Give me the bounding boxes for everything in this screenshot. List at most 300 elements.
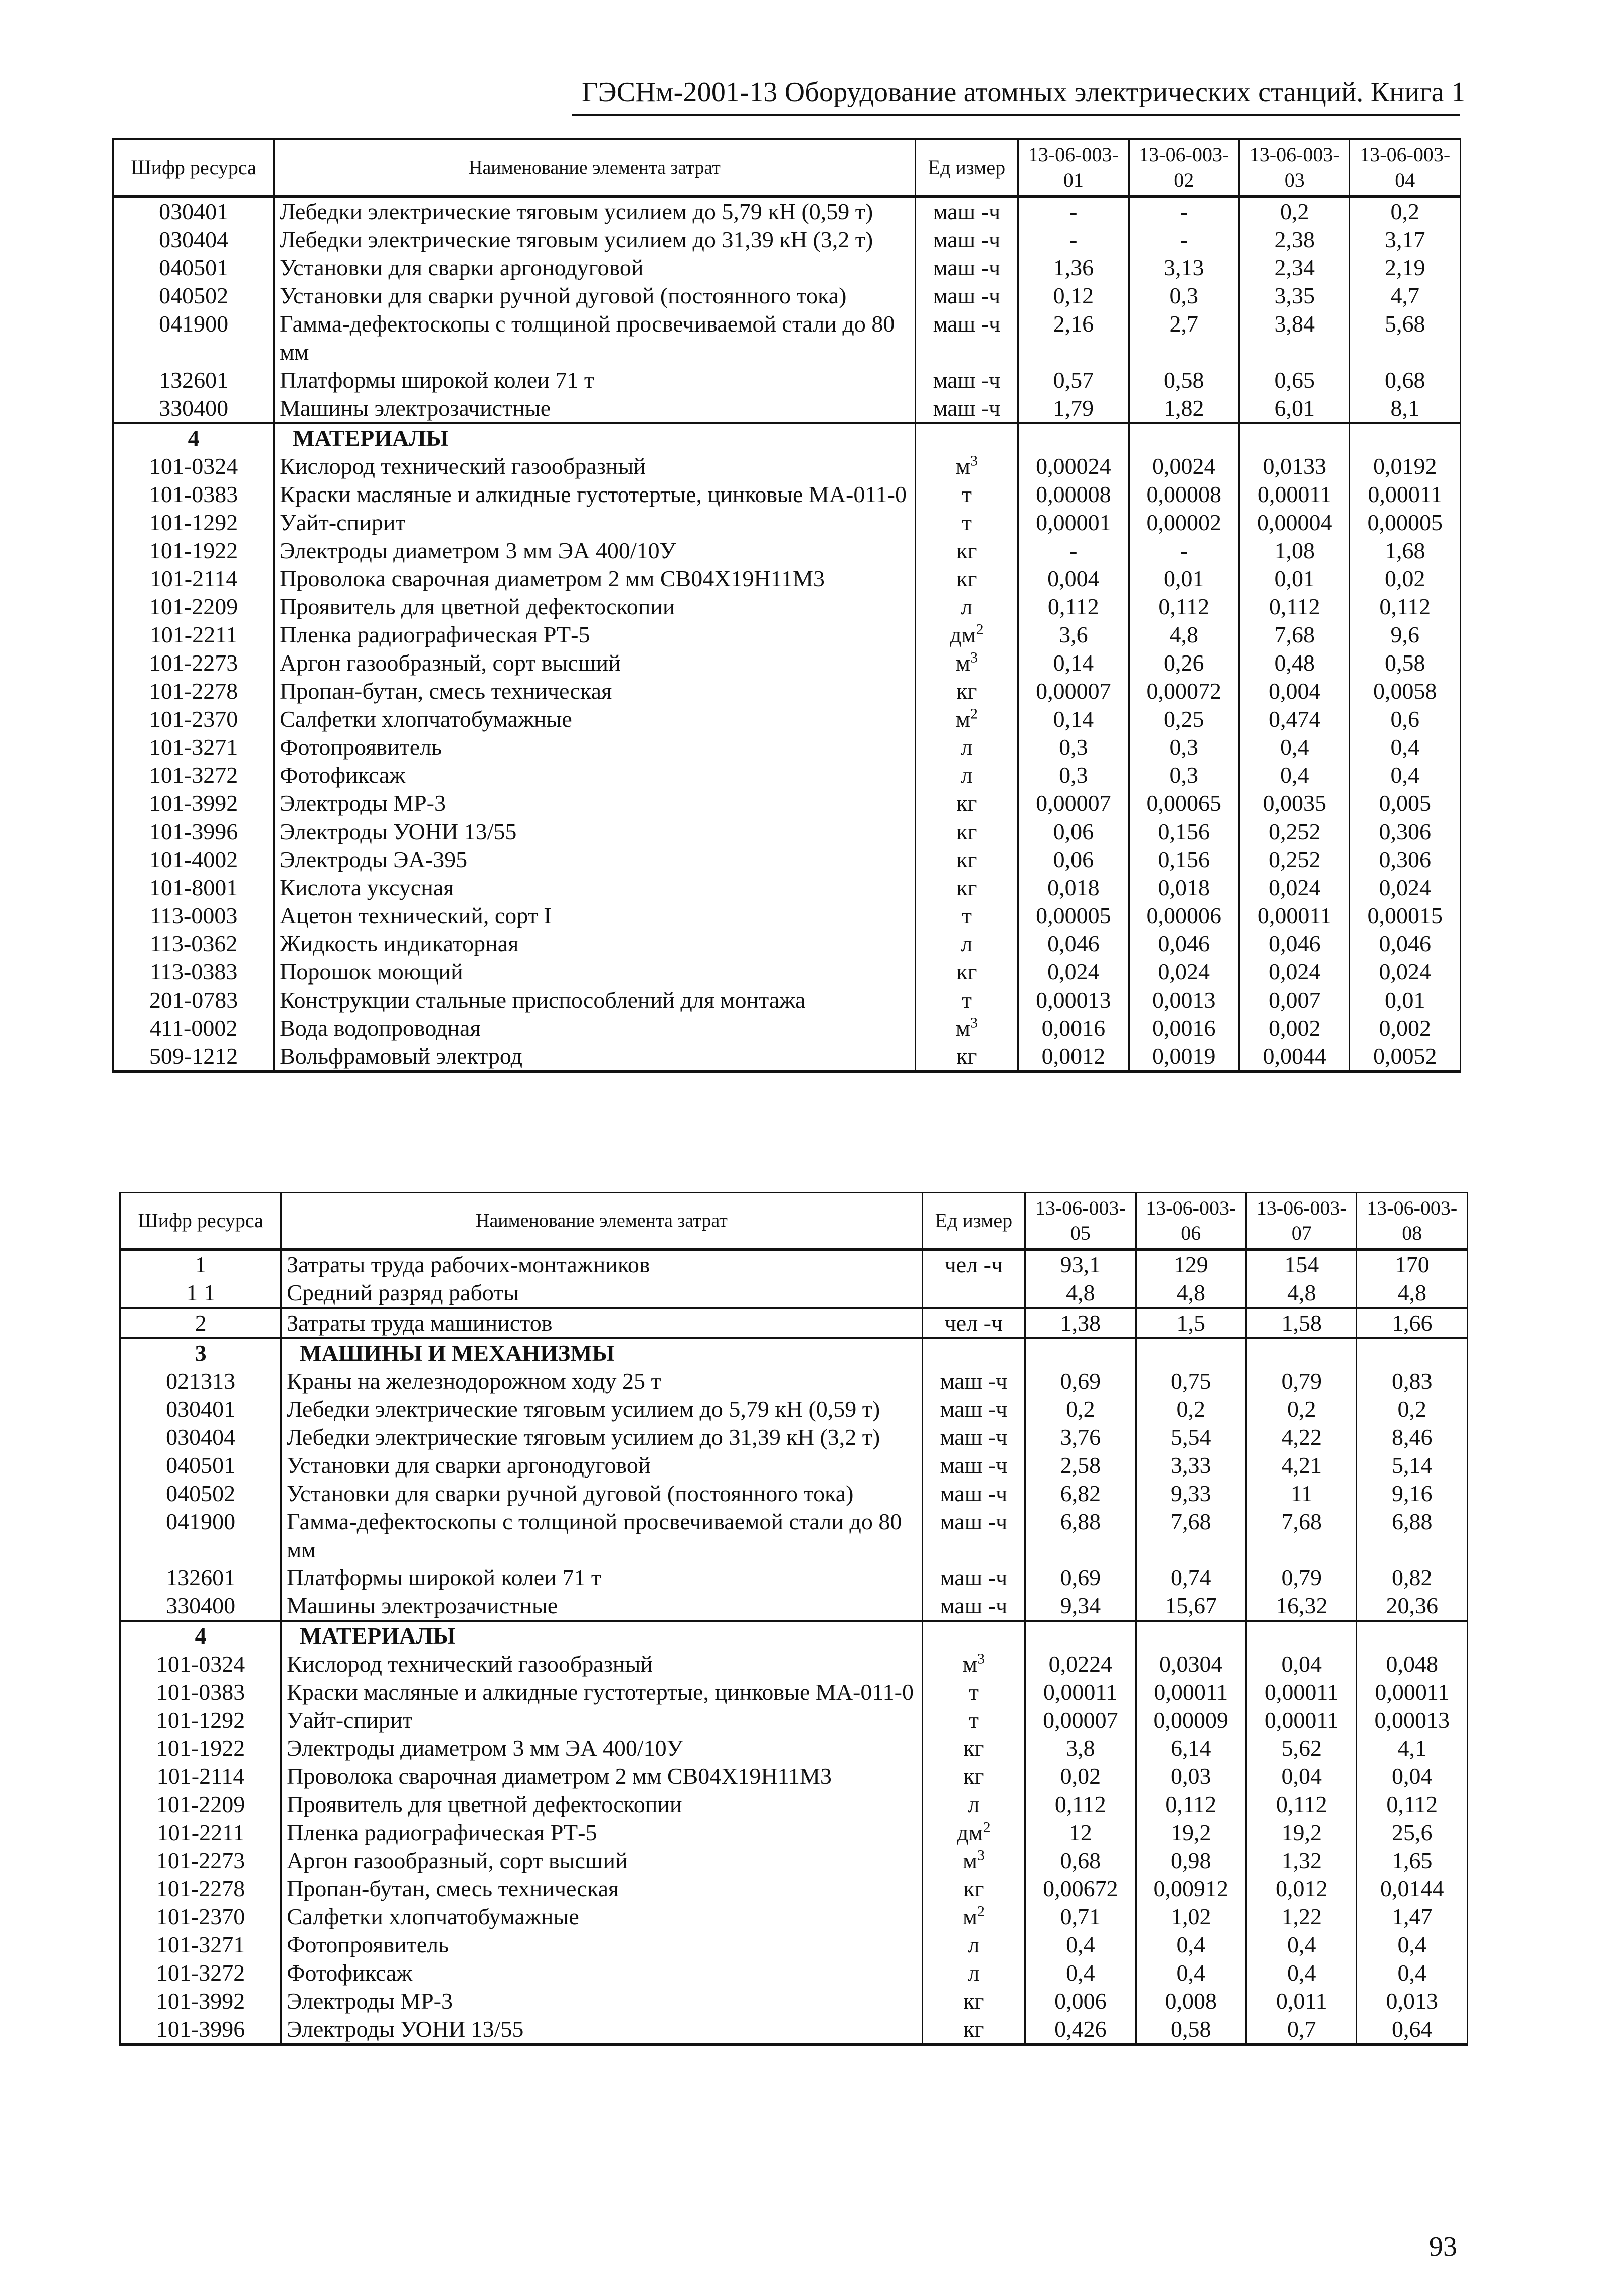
unit-exponent: 3 bbox=[977, 1847, 985, 1864]
resource-code: 113-0383 bbox=[113, 958, 274, 986]
table-row bbox=[120, 1678, 1468, 1706]
unit-text: маш -ч bbox=[933, 395, 1001, 421]
norm-value: 0,4 bbox=[1136, 1931, 1246, 1959]
norm-value: 0,71 bbox=[1025, 1903, 1136, 1931]
resource-name: Электроды УОНИ 13/55 bbox=[281, 2015, 923, 2045]
unit-of-measure bbox=[922, 1678, 1025, 1706]
norm-value: 0,57 bbox=[1018, 366, 1129, 394]
norm-value: 0,00011 bbox=[1239, 902, 1350, 930]
norm-value: 4,22 bbox=[1246, 1423, 1357, 1451]
norm-value bbox=[1357, 1338, 1468, 1367]
column-header-code: Шифр ресурса bbox=[113, 139, 274, 197]
resource-code: 021313 bbox=[120, 1367, 281, 1395]
unit-of-measure bbox=[922, 1987, 1025, 2015]
norm-value: 0,01 bbox=[1350, 986, 1461, 1014]
norm-value: 0,00005 bbox=[1018, 902, 1129, 930]
unit-text: маш -ч bbox=[933, 367, 1001, 393]
norm-value: 0,00013 bbox=[1357, 1706, 1468, 1734]
resource-code: 101-2209 bbox=[113, 593, 274, 621]
column-header-unit: Ед измер bbox=[922, 1193, 1025, 1250]
resource-name: Гамма-дефектоскопы с толщиной просвечиваемой стали до 80 мм bbox=[274, 310, 916, 366]
unit-of-measure bbox=[922, 1959, 1025, 1987]
resource-name: Лебедки электрические тяговым усилием до 31,39 кН (3,2 т) bbox=[274, 226, 916, 254]
norm-value: 0,58 bbox=[1129, 366, 1239, 394]
table-row bbox=[120, 1762, 1468, 1790]
unit-exponent: 3 bbox=[970, 1014, 978, 1031]
norm-value bbox=[1246, 1621, 1357, 1650]
norm-value: 1,5 bbox=[1136, 1308, 1246, 1338]
resource-name: Пленка радиографическая РТ-5 bbox=[274, 621, 916, 649]
unit-exponent: 3 bbox=[977, 1650, 985, 1667]
norm-value: 0,252 bbox=[1239, 817, 1350, 846]
resource-code: 101-0324 bbox=[113, 452, 274, 480]
norm-value: 4,8 bbox=[1246, 1279, 1357, 1308]
norm-value: 0,48 bbox=[1239, 649, 1350, 677]
norm-value: 0,3 bbox=[1129, 733, 1239, 761]
unit-of-measure bbox=[915, 1014, 1018, 1042]
norm-value: 6,82 bbox=[1025, 1480, 1136, 1508]
resource-name: Уайт-спирит bbox=[274, 509, 916, 537]
resource-code: 1 1 bbox=[120, 1279, 281, 1308]
norm-value: 0,74 bbox=[1136, 1564, 1246, 1592]
resource-name: Установки для сварки ручной дуговой (постоянного тока) bbox=[274, 282, 916, 310]
unit-of-measure bbox=[915, 254, 1018, 282]
norm-value: 0,00007 bbox=[1025, 1706, 1136, 1734]
table-row bbox=[113, 733, 1461, 761]
unit-exponent: 3 bbox=[970, 452, 978, 469]
table-row bbox=[113, 1014, 1461, 1042]
norm-value: 0,2 bbox=[1239, 197, 1350, 226]
table-row bbox=[120, 1875, 1468, 1903]
norm-value: 0,04 bbox=[1357, 1762, 1468, 1790]
unit-of-measure bbox=[922, 1650, 1025, 1678]
resource-name: Электроды диаметром 3 мм ЭА 400/10У bbox=[274, 537, 916, 565]
unit-text: кг bbox=[956, 678, 977, 704]
unit-of-measure bbox=[922, 1931, 1025, 1959]
table-body bbox=[113, 197, 1461, 1072]
resource-code: 101-3272 bbox=[113, 761, 274, 789]
norm-value: 0,426 bbox=[1025, 2015, 1136, 2045]
unit-text: маш -ч bbox=[933, 311, 1001, 337]
unit-of-measure bbox=[915, 197, 1018, 226]
norm-value: 3,13 bbox=[1129, 254, 1239, 282]
table-row bbox=[120, 1564, 1468, 1592]
resource-code: 509-1212 bbox=[113, 1042, 274, 1072]
unit-of-measure bbox=[915, 366, 1018, 394]
norm-value: 1,38 bbox=[1025, 1308, 1136, 1338]
resource-code: 101-2370 bbox=[113, 705, 274, 733]
norm-value: 0,02 bbox=[1025, 1762, 1136, 1790]
norm-value: 1,08 bbox=[1239, 537, 1350, 565]
norm-value: 0,12 bbox=[1018, 282, 1129, 310]
unit-text: дм bbox=[957, 1820, 983, 1845]
unit-of-measure bbox=[922, 1423, 1025, 1451]
norm-value: 0,156 bbox=[1129, 846, 1239, 874]
table-row bbox=[120, 1650, 1468, 1678]
norm-value: 0,01 bbox=[1239, 565, 1350, 593]
resource-code: 101-4002 bbox=[113, 846, 274, 874]
unit-of-measure bbox=[922, 1592, 1025, 1621]
resource-name: Фотопроявитель bbox=[274, 733, 916, 761]
resource-name: Аргон газообразный, сорт высший bbox=[274, 649, 916, 677]
norm-value: 0,04 bbox=[1246, 1650, 1357, 1678]
resource-name: Аргон газообразный, сорт высший bbox=[281, 1847, 923, 1875]
unit-of-measure bbox=[915, 226, 1018, 254]
resource-name: Машины электрозачистные bbox=[274, 394, 916, 423]
norm-value: 2,7 bbox=[1129, 310, 1239, 366]
table-row bbox=[120, 1931, 1468, 1959]
norm-value: 0,024 bbox=[1239, 874, 1350, 902]
norm-value: 0,79 bbox=[1246, 1564, 1357, 1592]
norm-value: 1,65 bbox=[1357, 1847, 1468, 1875]
resource-name: Средний разряд работы bbox=[281, 1279, 923, 1308]
section-title: МАТЕРИАЛЫ bbox=[281, 1621, 923, 1650]
page-header-title: ГЭСНм-2001-13 Оборудование атомных электрических станций. Книга 1 bbox=[582, 77, 1466, 108]
norm-value: 0,0016 bbox=[1018, 1014, 1129, 1042]
norm-value: 7,68 bbox=[1136, 1508, 1246, 1564]
unit-of-measure bbox=[922, 1903, 1025, 1931]
unit-of-measure bbox=[922, 1734, 1025, 1762]
table-row bbox=[120, 2015, 1468, 2045]
norm-value bbox=[1129, 423, 1239, 452]
resource-name: Платформы широкой колеи 71 т bbox=[274, 366, 916, 394]
section-row bbox=[120, 1621, 1468, 1650]
unit-of-measure bbox=[915, 480, 1018, 509]
resource-name: Установки для сварки аргонодуговой bbox=[274, 254, 916, 282]
norm-value: 3,35 bbox=[1239, 282, 1350, 310]
norm-value: 0,82 bbox=[1357, 1564, 1468, 1592]
norm-value: 0,252 bbox=[1239, 846, 1350, 874]
unit-text: маш -ч bbox=[940, 1368, 1008, 1394]
unit-exponent: 2 bbox=[976, 621, 984, 638]
norm-value: 0,0024 bbox=[1129, 452, 1239, 480]
unit-text: кг bbox=[956, 538, 977, 563]
table-header-row bbox=[113, 139, 1461, 197]
resource-name: Электроды МР-3 bbox=[274, 789, 916, 817]
norm-value: 0,012 bbox=[1246, 1875, 1357, 1903]
norm-value: 0,00009 bbox=[1136, 1706, 1246, 1734]
resource-name: Салфетки хлопчатобумажные bbox=[281, 1903, 923, 1931]
resource-name: Пропан-бутан, смесь техническая bbox=[274, 677, 916, 705]
norm-value: 0,018 bbox=[1129, 874, 1239, 902]
norm-value: 0,4 bbox=[1136, 1959, 1246, 1987]
norm-value: 0,26 bbox=[1129, 649, 1239, 677]
resource-name: Установки для сварки аргонодуговой bbox=[281, 1451, 923, 1480]
resource-code: 101-3271 bbox=[120, 1931, 281, 1959]
norm-value: 1,66 bbox=[1357, 1308, 1468, 1338]
norm-value: 0,00065 bbox=[1129, 789, 1239, 817]
resource-name: Ацетон технический, сорт I bbox=[274, 902, 916, 930]
unit-text: маш -ч bbox=[940, 1593, 1008, 1618]
unit-of-measure bbox=[915, 565, 1018, 593]
table-row bbox=[113, 817, 1461, 846]
table-row bbox=[113, 761, 1461, 789]
norm-value: 0,0019 bbox=[1129, 1042, 1239, 1072]
norm-value: 9,16 bbox=[1357, 1480, 1468, 1508]
table-row bbox=[113, 930, 1461, 958]
resource-code: 101-3271 bbox=[113, 733, 274, 761]
resource-code: 101-1922 bbox=[113, 537, 274, 565]
norm-value: - bbox=[1129, 197, 1239, 226]
norm-value bbox=[1136, 1621, 1246, 1650]
unit-of-measure bbox=[915, 621, 1018, 649]
unit-text: кг bbox=[956, 847, 977, 872]
norm-value: 0,00007 bbox=[1018, 789, 1129, 817]
norm-value: 0,024 bbox=[1239, 958, 1350, 986]
norm-value: 0,046 bbox=[1350, 930, 1461, 958]
norm-value: 0,4 bbox=[1246, 1959, 1357, 1987]
resource-name: Проволока сварочная диаметром 2 мм СВ04Х19Н11М3 bbox=[274, 565, 916, 593]
unit-of-measure bbox=[922, 1790, 1025, 1819]
table-row bbox=[120, 1734, 1468, 1762]
resource-code: 411-0002 bbox=[113, 1014, 274, 1042]
unit-of-measure bbox=[922, 1395, 1025, 1423]
norm-value: 0,14 bbox=[1018, 705, 1129, 733]
norm-value bbox=[1025, 1621, 1136, 1650]
unit-of-measure bbox=[922, 1338, 1025, 1367]
table-row bbox=[120, 1706, 1468, 1734]
norm-value: 2,19 bbox=[1350, 254, 1461, 282]
resource-name: Гамма-дефектоскопы с толщиной просвечиваемой стали до 80 мм bbox=[281, 1508, 923, 1564]
table-row bbox=[113, 902, 1461, 930]
resource-name: Уайт-спирит bbox=[281, 1706, 923, 1734]
norm-value: 0,00672 bbox=[1025, 1875, 1136, 1903]
resource-table-1 bbox=[112, 138, 1461, 1073]
norm-value: 0,4 bbox=[1239, 761, 1350, 789]
table-row bbox=[120, 1987, 1468, 2015]
unit-text: дм bbox=[950, 622, 976, 647]
table-row bbox=[120, 1250, 1468, 1279]
unit-of-measure bbox=[922, 1508, 1025, 1564]
unit-of-measure bbox=[915, 537, 1018, 565]
unit-text: маш -ч bbox=[940, 1481, 1008, 1506]
table-row bbox=[120, 1959, 1468, 1987]
resource-code: 040502 bbox=[120, 1480, 281, 1508]
unit-of-measure bbox=[922, 1621, 1025, 1650]
norm-value: 0,112 bbox=[1350, 593, 1461, 621]
norm-value: 4,8 bbox=[1357, 1279, 1468, 1308]
unit-of-measure bbox=[915, 902, 1018, 930]
norm-value: 0,2 bbox=[1025, 1395, 1136, 1423]
unit-of-measure bbox=[915, 649, 1018, 677]
norm-value: 7,68 bbox=[1239, 621, 1350, 649]
unit-text: кг bbox=[963, 1988, 984, 2014]
unit-of-measure bbox=[915, 452, 1018, 480]
norm-value: 15,67 bbox=[1136, 1592, 1246, 1621]
resource-code: 113-0003 bbox=[113, 902, 274, 930]
table-row bbox=[113, 958, 1461, 986]
unit-of-measure bbox=[915, 874, 1018, 902]
unit-text: м bbox=[962, 1848, 977, 1873]
norm-value: 0,00013 bbox=[1018, 986, 1129, 1014]
column-header-code-6: 13-06-003-06 bbox=[1136, 1193, 1246, 1250]
unit-text: л bbox=[968, 1932, 980, 1957]
norm-value: 0,002 bbox=[1350, 1014, 1461, 1042]
resource-code: 101-1292 bbox=[113, 509, 274, 537]
norm-value: 0,00004 bbox=[1239, 509, 1350, 537]
resource-code: 101-2211 bbox=[113, 621, 274, 649]
table-row bbox=[113, 846, 1461, 874]
unit-of-measure bbox=[922, 1308, 1025, 1338]
column-header-code-3: 13-06-003-03 bbox=[1239, 139, 1350, 197]
table-row bbox=[113, 621, 1461, 649]
unit-text: маш -ч bbox=[933, 227, 1001, 252]
norm-value: 0,2 bbox=[1246, 1395, 1357, 1423]
norm-value: 0,4 bbox=[1025, 1931, 1136, 1959]
table-row bbox=[120, 1819, 1468, 1847]
table-row bbox=[113, 366, 1461, 394]
norm-value: 9,34 bbox=[1025, 1592, 1136, 1621]
unit-text: кг bbox=[956, 1043, 977, 1069]
norm-value: 93,1 bbox=[1025, 1250, 1136, 1279]
unit-of-measure bbox=[922, 2015, 1025, 2045]
resource-name: Пропан-бутан, смесь техническая bbox=[281, 1875, 923, 1903]
table-row bbox=[113, 565, 1461, 593]
norm-value: 2,58 bbox=[1025, 1451, 1136, 1480]
norm-value: 11 bbox=[1246, 1480, 1357, 1508]
norm-value: - bbox=[1018, 537, 1129, 565]
table-row bbox=[113, 537, 1461, 565]
table-row bbox=[113, 254, 1461, 282]
resource-code: 2 bbox=[120, 1308, 281, 1338]
norm-value: 0,024 bbox=[1350, 874, 1461, 902]
resource-name: Кислород технический газообразный bbox=[274, 452, 916, 480]
resource-name: Проявитель для цветной дефектоскопии bbox=[281, 1790, 923, 1819]
unit-text: маш -ч bbox=[940, 1452, 1008, 1478]
norm-value: 0,004 bbox=[1018, 565, 1129, 593]
resource-name: Электроды МР-3 bbox=[281, 1987, 923, 2015]
unit-text: т bbox=[961, 510, 972, 535]
norm-value: 9,33 bbox=[1136, 1480, 1246, 1508]
unit-text: кг bbox=[956, 959, 977, 985]
norm-value: 1,36 bbox=[1018, 254, 1129, 282]
norm-value: 0,00015 bbox=[1350, 902, 1461, 930]
norm-value: - bbox=[1129, 226, 1239, 254]
norm-value: 4,8 bbox=[1129, 621, 1239, 649]
norm-value: 4,21 bbox=[1246, 1451, 1357, 1480]
resource-name: Вольфрамовый электрод bbox=[274, 1042, 916, 1072]
unit-of-measure bbox=[922, 1564, 1025, 1592]
table-row bbox=[113, 226, 1461, 254]
norm-value: 0,0058 bbox=[1350, 677, 1461, 705]
resource-code: 101-2114 bbox=[113, 565, 274, 593]
table-row bbox=[113, 282, 1461, 310]
column-header-code-8: 13-06-003-08 bbox=[1357, 1193, 1468, 1250]
resource-code: 101-0324 bbox=[120, 1650, 281, 1678]
column-header-name: Наименование элемента затрат bbox=[274, 139, 916, 197]
norm-value: 0,024 bbox=[1129, 958, 1239, 986]
table-row bbox=[113, 452, 1461, 480]
unit-text: кг bbox=[963, 1763, 984, 1789]
norm-value: 0,0016 bbox=[1129, 1014, 1239, 1042]
unit-of-measure bbox=[915, 930, 1018, 958]
norm-value: 0,68 bbox=[1025, 1847, 1136, 1875]
table-row bbox=[120, 1367, 1468, 1395]
resource-name: Лебедки электрические тяговым усилием до 31,39 кН (3,2 т) bbox=[281, 1423, 923, 1451]
norm-value: 2,38 bbox=[1239, 226, 1350, 254]
unit-of-measure bbox=[922, 1847, 1025, 1875]
page-number: 93 bbox=[1429, 2231, 1457, 2262]
norm-value: 0,00008 bbox=[1129, 480, 1239, 509]
unit-text: л bbox=[968, 1791, 980, 1817]
resource-code: 101-3996 bbox=[113, 817, 274, 846]
column-header-code-1: 13-06-003-01 bbox=[1018, 139, 1129, 197]
norm-value: 0,306 bbox=[1350, 817, 1461, 846]
norm-value: 0,00024 bbox=[1018, 452, 1129, 480]
norm-value: 0,00007 bbox=[1018, 677, 1129, 705]
unit-of-measure bbox=[915, 789, 1018, 817]
resource-code: 101-2114 bbox=[120, 1762, 281, 1790]
norm-value: 0,013 bbox=[1357, 1987, 1468, 2015]
section-row bbox=[113, 423, 1461, 452]
resource-name: Лебедки электрические тяговым усилием до 5,79 кН (0,59 т) bbox=[281, 1395, 923, 1423]
norm-value: 0,04 bbox=[1246, 1762, 1357, 1790]
norm-value: 3,6 bbox=[1018, 621, 1129, 649]
table-row bbox=[113, 310, 1461, 366]
norm-value: - bbox=[1018, 197, 1129, 226]
resource-name: Фотофиксаж bbox=[281, 1959, 923, 1987]
unit-text: кг bbox=[956, 790, 977, 816]
resource-code: 040501 bbox=[120, 1451, 281, 1480]
norm-value: 0,64 bbox=[1357, 2015, 1468, 2045]
norm-value: 0,69 bbox=[1025, 1564, 1136, 1592]
norm-value: 0,112 bbox=[1246, 1790, 1357, 1819]
norm-value: 2,16 bbox=[1018, 310, 1129, 366]
table-row bbox=[120, 1480, 1468, 1508]
resource-code: 101-2278 bbox=[113, 677, 274, 705]
norm-value: 0,018 bbox=[1018, 874, 1129, 902]
resource-code: 030404 bbox=[120, 1423, 281, 1451]
norm-value: 170 bbox=[1357, 1250, 1468, 1279]
unit-text: маш -ч bbox=[940, 1424, 1008, 1450]
resource-name: Машины электрозачистные bbox=[281, 1592, 923, 1621]
norm-value: - bbox=[1129, 537, 1239, 565]
resource-code: 101-3992 bbox=[120, 1987, 281, 2015]
unit-text: м bbox=[955, 453, 970, 479]
norm-value: 1,82 bbox=[1129, 394, 1239, 423]
norm-value: 19,2 bbox=[1246, 1819, 1357, 1847]
norm-value bbox=[1246, 1338, 1357, 1367]
unit-text: маш -ч bbox=[940, 1565, 1008, 1590]
column-header-name: Наименование элемента затрат bbox=[281, 1193, 923, 1250]
resource-name: Фотофиксаж bbox=[274, 761, 916, 789]
unit-of-measure bbox=[915, 1042, 1018, 1072]
norm-value: 0,4 bbox=[1350, 733, 1461, 761]
norm-value: 0,00006 bbox=[1129, 902, 1239, 930]
unit-text: т bbox=[961, 903, 972, 928]
column-header-code-2: 13-06-003-02 bbox=[1129, 139, 1239, 197]
resource-code: 101-2273 bbox=[113, 649, 274, 677]
unit-exponent: 2 bbox=[970, 705, 978, 722]
resource-name: Лебедки электрические тяговым усилием до 5,79 кН (0,59 т) bbox=[274, 197, 916, 226]
norm-value: 0,306 bbox=[1350, 846, 1461, 874]
unit-of-measure bbox=[915, 761, 1018, 789]
unit-of-measure bbox=[922, 1762, 1025, 1790]
norm-value: 12 bbox=[1025, 1819, 1136, 1847]
resource-name: Конструкции стальные приспособлений для монтажа bbox=[274, 986, 916, 1014]
unit-exponent: 2 bbox=[983, 1819, 991, 1836]
unit-text: кг bbox=[956, 875, 977, 900]
norm-value: 25,6 bbox=[1357, 1819, 1468, 1847]
table-row bbox=[120, 1790, 1468, 1819]
column-header-code-5: 13-06-003-05 bbox=[1025, 1193, 1136, 1250]
norm-value: 0,00002 bbox=[1129, 509, 1239, 537]
norm-value: 5,14 bbox=[1357, 1451, 1468, 1480]
norm-value: 0,3 bbox=[1129, 282, 1239, 310]
resource-name: Порошок моющий bbox=[274, 958, 916, 986]
norm-value: 0,75 bbox=[1136, 1367, 1246, 1395]
table-row bbox=[113, 677, 1461, 705]
